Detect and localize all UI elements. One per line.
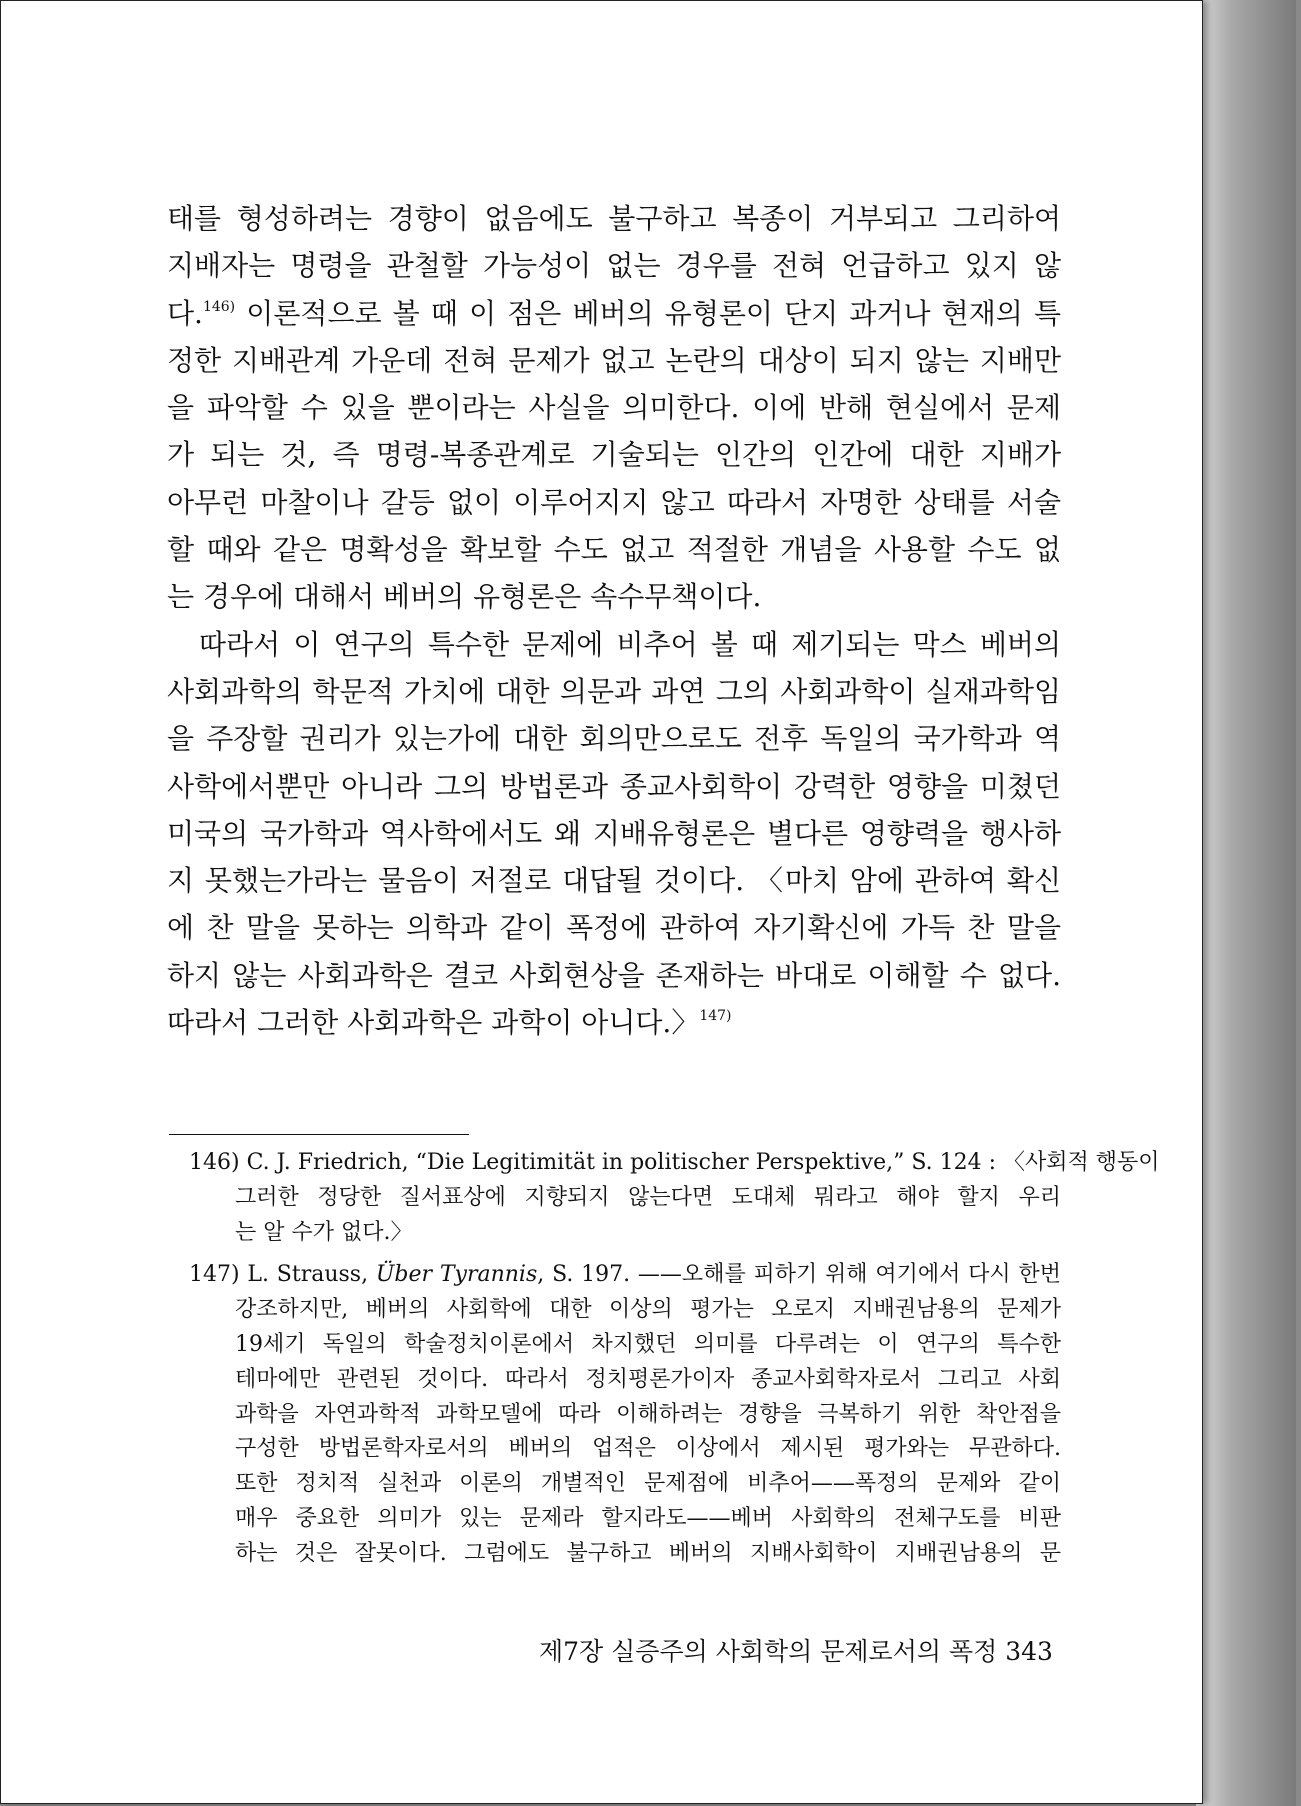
text-line <box>167 290 1061 337</box>
running-footer: 제7장 실증주의 사회학의 문제로서의 폭정 343 <box>539 1637 1053 1666</box>
book-spine-edge <box>1196 0 1296 1806</box>
footnote-separator <box>169 1134 469 1135</box>
text-line: 아무런 마찰이나 갈등 없이 이루어지지 않고 따라서 자명한 상태를 서술 <box>167 485 1061 519</box>
text-line: 는 경우에 대해서 베버의 유형론은 속수무책이다. <box>167 580 762 614</box>
text-line: 태를 형성하려는 경향이 없음에도 불구하고 복종이 거부되고 그리하여 <box>167 202 1061 235</box>
text-line: 에 찬 말을 못하는 의학과 같이 폭정에 관하여 자기확신에 가득 찬 말을 <box>167 911 1061 945</box>
footnote-147-book-title: Über Tyrannis <box>375 1262 538 1288</box>
text-line: 을 파악할 수 있을 뿐이라는 사실을 의미한다. 이에 반해 현실에서 문제 <box>167 391 1061 425</box>
text-line: 을 주장할 권리가 있는가에 대한 회의만으로도 전후 독일의 국가학과 역 <box>167 722 1061 756</box>
text-fragment: 따라서 그러한 사회과학은 과학이 아니다.〉 <box>167 1006 700 1040</box>
text-line: 할 때와 같은 명확성을 확보할 수도 없고 적절한 개념을 사용할 수도 없 <box>167 533 1061 567</box>
footnote-147-line: 구성한 방법론학자로서의 베버의 업적은 이상에서 제시된 평가와는 무관하다. <box>235 1436 1061 1462</box>
text-line: 사회과학의 학문적 가치에 대한 의문과 과연 그의 사회과학이 실재과학임 <box>167 674 1061 708</box>
text-line: 정한 지배관계 가운데 전혀 문제가 없고 논란의 대상이 되지 않는 지배만 <box>167 343 1061 377</box>
footnote-147-line: 또한 정치적 실천과 이론의 개별적인 문제점에 비추어——폭정의 문제와 같이 <box>235 1471 1061 1497</box>
text-fragment: 다. <box>167 296 203 330</box>
footnote-146-line: 146) C. J. Friedrich, “Die Legitimität in politischer Perspektive,” S. 124 : 〈사회적 행동이 <box>189 1150 1160 1175</box>
footnote-147-line: 하는 것은 잘못이다. 그럼에도 불구하고 베버의 지배사회학이 지배권남용의 문 <box>235 1540 1061 1566</box>
footnote-146-line: 그러한 정당한 질서표상에 지향되지 않는다면 도대체 뭐라고 해야 할지 우리 <box>235 1184 1061 1210</box>
footnote-146-line: 는 알 수가 없다.〉 <box>235 1219 413 1245</box>
text-line <box>167 999 1061 1046</box>
footnote-147-text: , S. 197. ——오해를 피하기 위해 여기에서 다시 한번 <box>537 1262 1061 1288</box>
footnote-ref-147[interactable]: 147) <box>699 1008 732 1025</box>
footnote-147-line: 테마에만 관련된 것이다. 따라서 정치평론가이자 종교사회학자로서 그리고 사회 <box>235 1366 1061 1392</box>
footnote-147-line: 19세기 독일의 학술정치이론에서 차지했던 의미를 다루려는 이 연구의 특수한 <box>235 1331 1061 1357</box>
text-fragment: 이론적으로 볼 때 이 점은 베버의 유형론이 단지 과거나 현재의 특 <box>246 296 1061 330</box>
text-line: 가 되는 것, 즉 명령-복종관계로 기술되는 인간의 인간에 대한 지배가 <box>167 438 1061 472</box>
text-line: 따라서 이 연구의 특수한 문제에 비추어 볼 때 제기되는 막스 베버의 <box>199 627 1061 661</box>
main-text <box>167 195 1061 1046</box>
text-line: 지 못했는가라는 물음이 저절로 대답될 것이다. 〈마치 암에 관하여 확신 <box>167 864 1061 898</box>
text-line: 지배자는 명령을 관철할 가능성이 없는 경우를 전혀 언급하고 있지 않 <box>167 249 1061 283</box>
footnote-147-line: 강조하지만, 베버의 사회학에 대한 이상의 평가는 오로지 지배권남용의 문제가 <box>235 1297 1061 1323</box>
text-line: 사학에서뿐만 아니라 그의 방법론과 종교사회학이 강력한 영향을 미쳤던 <box>167 769 1061 803</box>
footnotes <box>189 1146 1160 1572</box>
footnote-147-citation: 147) L. Strauss, <box>189 1262 376 1288</box>
text-line: 미국의 국가학과 역사학에서도 왜 지배유형론은 별다른 영향력을 행사하 <box>167 816 1061 850</box>
text-line: 하지 않는 사회과학은 결코 사회현상을 존재하는 바대로 이해할 수 없다. <box>167 958 1061 992</box>
footnote-147-line: 과학을 자연과학적 과학모델에 따라 이해하려는 경향을 극복하기 위한 착안점을 <box>235 1401 1061 1427</box>
footnote-147-line: 매우 중요한 의미가 있는 문제라 할지라도——베버 사회학의 전체구도를 비판 <box>235 1505 1061 1531</box>
footnote-147-line <box>189 1258 1061 1293</box>
footnote-ref-146[interactable]: 146) <box>202 298 236 315</box>
